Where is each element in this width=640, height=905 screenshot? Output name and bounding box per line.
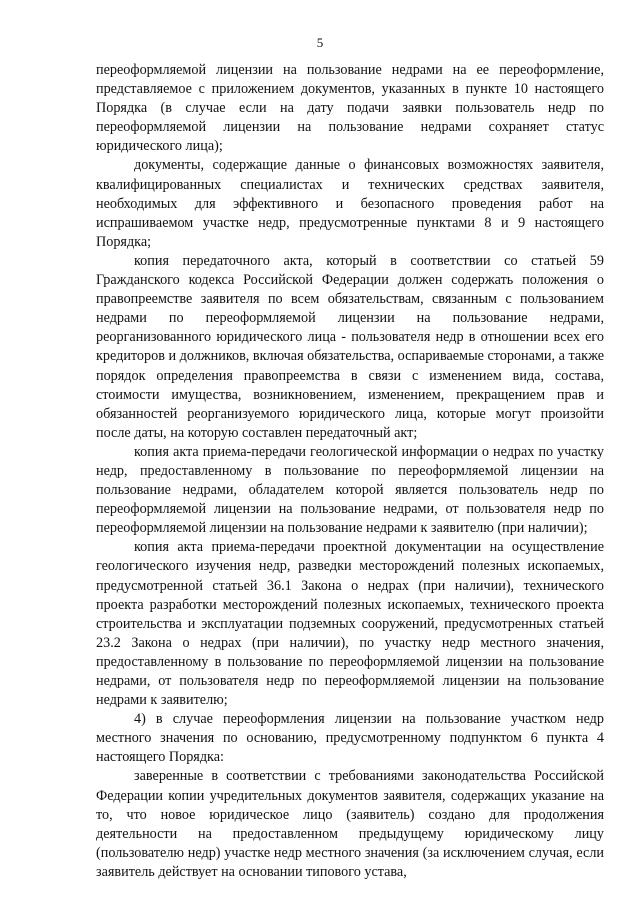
document-body [96, 61, 604, 882]
paragraph: заверенные в соответствии с требованиями законодательства Российской Федерации копии учредительных документов заявителя, содержащих указание на то, что новое юридическое лицо (заявитель) создано для продолжения деятельности на предоставленном предыдущему юридическому лицу (пользователю недр) участке недр местного значения (за исключением случая, если заявитель действует на основании типового устава, [96, 768, 604, 880]
paragraph: копия акта приема-передачи проектной документации на осуществление геологического изучения недр, разведки месторождений полезных ископаемых, предусмотренной статьей 36.1 Закона о недрах (при наличии), технического проекта разработки месторождений полезных ископаемых, технического проекта строительства и эксплуатации подземных сооружений, предусмотренных статьей 23.2 Закона о недрах (при наличии), по участку недр местного значения, предоставленному в пользование по переоформляемой лицензии на пользование недрами, от пользователя недр по переоформляемой лицензии на пользование недрами к заявителю; [96, 539, 604, 709]
paragraph: копия передаточного акта, который в соответствии со статьей 59 Гражданского кодекса Российской Федерации должен содержать положения о правопреемстве заявителя по всем обязательствам, связанным с пользованием недрами по переоформляемой лицензии на пользование недрами, реорганизованного юридического лица - пользователя недр в отношении всех его кредиторов и должников, включая обязательства, оспариваемые сторонами, а также порядок определения правопреемства в связи с изменением вида, состава, стоимости имущества, возникновением, изменением, прекращением прав и обязанностей реорганизуемого юридического лица, которые могут произойти после даты, на которую составлен передаточный акт; [96, 252, 604, 441]
paragraph: копия акта приема-передачи геологической информации о недрах по участку недр, предоставленному в пользование по переоформляемой лицензии на пользование недрами, обладателем которой является пользователь недр по переоформляемой лицензии на пользование недрами, от пользователя недр по переоформляемой лицензии на пользование недрами к заявителю (при наличии); [96, 443, 604, 537]
paragraph: переоформляемой лицензии на пользование недрами на ее переоформление, представляемое с приложением документов, указанных в пункте 10 настоящего Порядка (в случае если на дату подачи заявки пользователь недр по переоформляемой лицензии на пользование недрами сохраняет статус юридического лица); [96, 62, 604, 155]
paragraph: 4) в случае переоформления лицензии на пользование участком недр местного значения по основанию, предусмотренному подпунктом 6 пункта 4 настоящего Порядка: [96, 711, 604, 766]
page-number: 5 [316, 35, 324, 50]
paragraph: документы, содержащие данные о финансовых возможностях заявителя, квалифицированных специалистах и технических средствах заявителя, необходимых для эффективного и безопасного проведения работ на испрашиваемом участке недр, предусмотренные пунктами 8 и 9 настоящего Порядка; [96, 157, 604, 250]
